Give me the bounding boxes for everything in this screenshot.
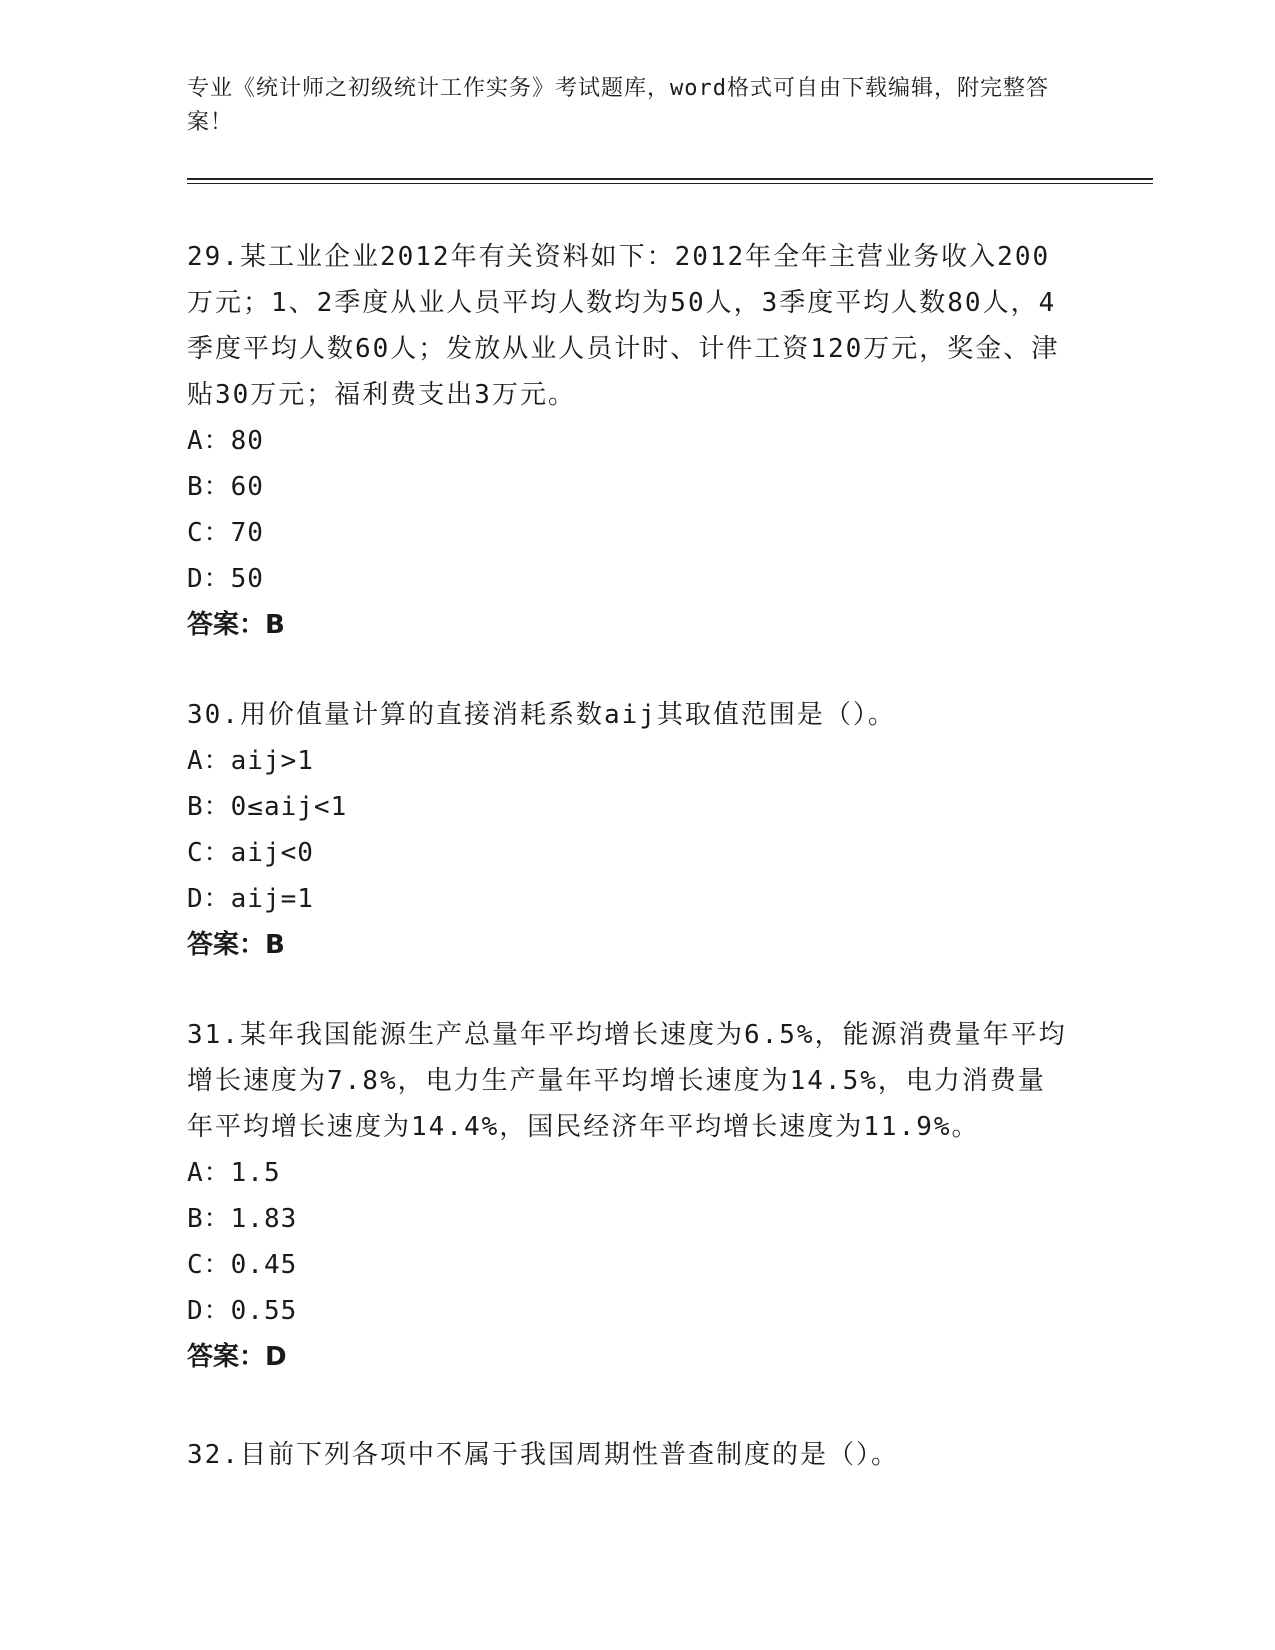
answer: 答案：B bbox=[187, 930, 285, 960]
answer: 答案：B bbox=[187, 610, 285, 640]
option-c: C：aij<0 bbox=[187, 838, 314, 868]
question-29 bbox=[187, 234, 1067, 648]
option-a: A：80 bbox=[187, 426, 264, 456]
question-31 bbox=[187, 1012, 1067, 1380]
question-30 bbox=[187, 692, 1067, 968]
option-c: C：70 bbox=[187, 518, 264, 548]
option-b: B：1.83 bbox=[187, 1204, 298, 1234]
header-rule-top bbox=[187, 178, 1153, 180]
question-stem: 29.某工业企业2012年有关资料如下：2012年全年主营业务收入200万元；1、2季度从业人员平均人数均为50人，3季度平均人数80人，4季度平均人数60人；发放从业人员计时、计件工资120万元，奖金、津贴30万元；福利费支出3万元。 bbox=[187, 242, 1060, 410]
question-stem: 32.目前下列各项中不属于我国周期性普查制度的是（）。 bbox=[187, 1440, 899, 1470]
option-c: C：0.45 bbox=[187, 1250, 298, 1280]
option-a: A：1.5 bbox=[187, 1158, 281, 1188]
answer: 答案：D bbox=[187, 1342, 287, 1372]
document-header: 专业《统计师之初级统计工作实务》考试题库，word格式可自由下载编辑，附完整答案！ bbox=[187, 76, 1049, 135]
question-stem: 30.用价值量计算的直接消耗系数aij其取值范围是（）。 bbox=[187, 700, 896, 730]
question-32 bbox=[187, 1432, 1067, 1478]
option-d: D：50 bbox=[187, 564, 264, 594]
option-b: B：60 bbox=[187, 472, 264, 502]
option-b: B：0≤aij<1 bbox=[187, 792, 348, 822]
question-stem: 31.某年我国能源生产总量年平均增长速度为6.5%，能源消费量年平均增长速度为7.8%，电力生产量年平均增长速度为14.5%，电力消费量年平均增长速度为14.4%，国民经济年平均增长速度为11.9%。 bbox=[187, 1020, 1067, 1142]
header-rule-bottom bbox=[187, 183, 1153, 184]
option-d: D：0.55 bbox=[187, 1296, 298, 1326]
option-d: D：aij=1 bbox=[187, 884, 314, 914]
option-a: A：aij>1 bbox=[187, 746, 314, 776]
